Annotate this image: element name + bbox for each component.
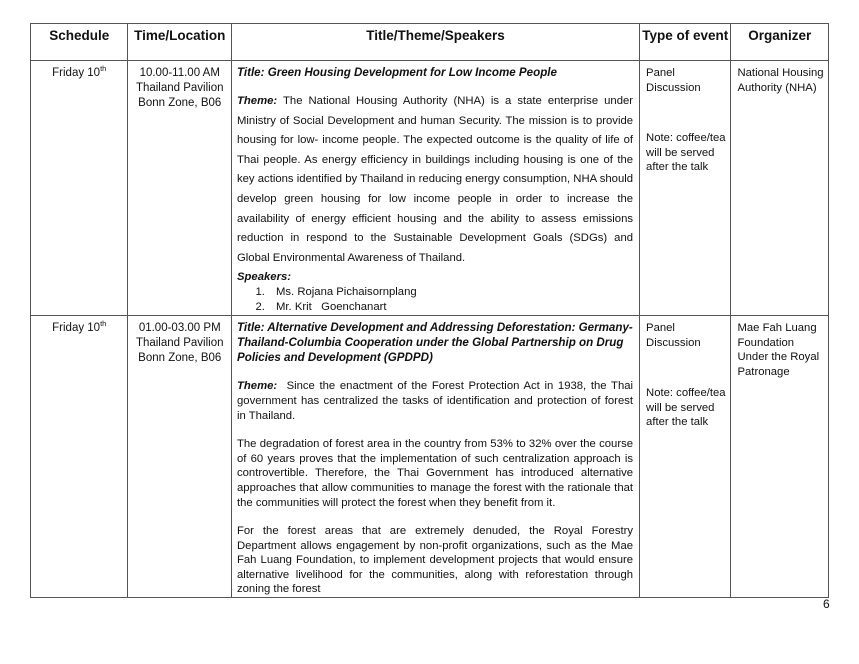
event-title: Title: Green Housing Development for Low Income People: [237, 66, 557, 79]
location-zone: Bonn Zone, B06: [138, 352, 222, 365]
organizer-line: Under the Royal: [737, 351, 820, 364]
table-header-row: [31, 24, 829, 61]
title-theme-speakers-cell: [232, 61, 640, 316]
organizer-line: Mae Fah Luang: [737, 322, 817, 335]
table-row: [31, 61, 829, 316]
speaker-item: 2. Mr. Krit Goenchanart: [268, 300, 633, 315]
event-type: Panel Discussion: [646, 67, 701, 94]
schedule-day: Friday 10: [52, 322, 101, 335]
header-schedule: Schedule: [31, 24, 128, 61]
time-location-cell: [128, 61, 232, 316]
page-number: 6: [823, 597, 830, 611]
speakers-list: [237, 285, 633, 315]
schedule-day: Friday 10: [52, 67, 101, 79]
theme-paragraph: For the forest areas that are extremely denuded, the Royal Forestry Department allows engagement by non-profit organizations, such as the Mae Fah Luang Foundation, to implement development projects that would ensure alternative livelihood for the communities, along with reforestation through zoning the forest: [237, 525, 634, 596]
schedule-cell: [31, 316, 128, 598]
event-title: Title: Alternative Development and Addressing Deforestation: Germany-Thailand-Columbia Cooperation under the Global Partnership on Drug Policies and Development (GPDPD): [237, 321, 633, 365]
time: 10.00-11.00 AM: [139, 67, 220, 79]
theme-paragraph: [237, 92, 633, 268]
event-type: Panel Discussion: [646, 322, 701, 349]
speakers-label: Speakers:: [237, 271, 292, 284]
title-theme-cell: [232, 316, 640, 598]
location-zone: Bonn Zone, B06: [138, 97, 222, 109]
header-organizer: Organizer: [731, 24, 829, 61]
schedule-table: [30, 23, 829, 598]
organizer-line: Foundation: [737, 336, 795, 349]
theme-text: Since the enactment of the Forest Protection Act in 1938, the Thai government has centralized the tasks of identification and protection of forest in Thailand.: [237, 380, 634, 422]
theme-label: Theme:: [237, 380, 278, 393]
table-row: [31, 316, 829, 598]
organizer-line: Patronage: [737, 365, 790, 378]
event-note: Note: coffee/tea will be served after the talk: [646, 387, 726, 429]
location-venue: Thailand Pavilion: [135, 82, 224, 94]
schedule-ordinal: th: [100, 319, 107, 329]
time: 01.00-03.00 PM: [138, 322, 221, 335]
event-type-cell: [640, 316, 731, 598]
event-note: Note: coffee/tea will be served after the talk: [646, 132, 726, 173]
theme-paragraph: [237, 379, 633, 423]
organizer-cell: [731, 316, 829, 598]
header-title-theme-speakers: Title/Theme/Speakers: [232, 24, 640, 61]
location-venue: Thailand Pavilion: [135, 337, 224, 350]
theme-label: Theme:: [237, 95, 278, 107]
schedule-cell: [31, 61, 128, 316]
organizer-cell: [731, 61, 829, 316]
theme-paragraph: The degradation of forest area in the country from 53% to 32% over the course of 60 years proves that the implementation of such centralization approach is controvertible. Therefore, the Thai Government has introduced alternative approaches that allow communities to manage the forest with the rationale that the communities will protect the forest when they benefit from it.: [237, 438, 634, 509]
speaker-item: 1. Ms. Rojana Pichaisornplang: [268, 285, 633, 300]
schedule-ordinal: th: [100, 64, 107, 74]
header-type-of-event: Type of event: [640, 24, 731, 61]
organizer: National Housing Authority (NHA): [737, 67, 824, 94]
event-type-cell: [640, 61, 731, 316]
header-time-location: Time/Location: [128, 24, 232, 61]
theme-text: The National Housing Authority (NHA) is a state enterprise under Ministry of Social Development and human Security. The mission is to provide housing for low- income people. The expected outcome is the quality of life of Thai people. As energy efficiency in buildings including housing is one of the key actions identified by Thailand in reducing energy consumption, NHA should develop green housing for low income people in order to increase the availability of energy efficient housing and the ability to assess emissions reduction in respond to the Sustainable Development Goals (SDGs) and Global Environmental Awareness of Thailand.: [237, 95, 634, 264]
time-location-cell: [128, 316, 232, 598]
